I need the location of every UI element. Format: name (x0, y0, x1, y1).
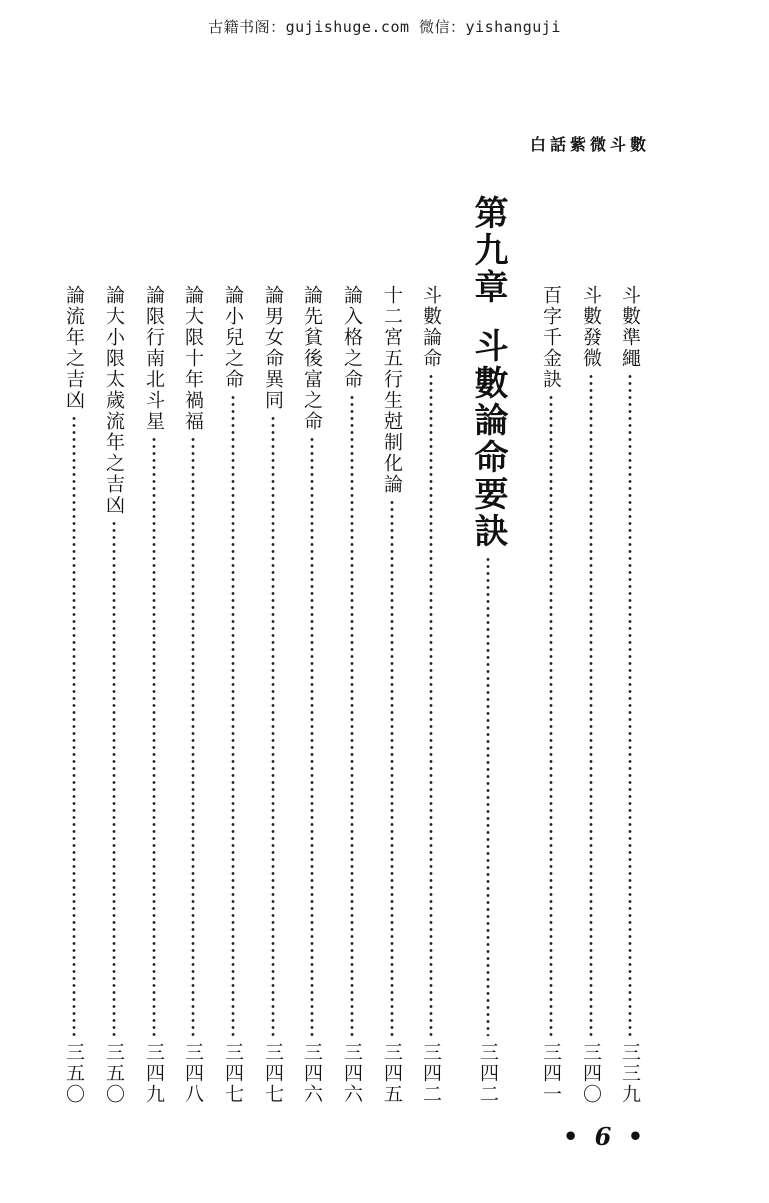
toc-entry[interactable] (260, 285, 286, 1105)
toc-entry-title: 十二宮五行生尅制化論 (381, 285, 403, 495)
toc-entry[interactable] (339, 285, 365, 1105)
dot-leader (628, 373, 632, 1038)
dot-leader (72, 415, 76, 1038)
toc-entry-title: 論大限十年禍福 (182, 285, 204, 432)
toc-entry-title: 論入格之命 (341, 285, 363, 390)
toc-entry-page: 三四二 (420, 1042, 442, 1105)
dot-leader (350, 394, 354, 1038)
toc-entry-title: 斗數準繩 (619, 285, 641, 369)
toc-entry-page: 三四六 (301, 1042, 323, 1105)
dot-leader (271, 415, 275, 1038)
dot-leader (310, 436, 314, 1038)
toc-entry[interactable] (220, 285, 246, 1105)
dot-leader (112, 520, 116, 1038)
toc-entry[interactable] (101, 285, 127, 1105)
toc-entry-page: 三四九 (143, 1042, 165, 1105)
dot-leader (429, 373, 433, 1038)
running-header-book-title: 白話紫微斗數 (529, 135, 650, 154)
toc-entry[interactable] (538, 285, 564, 1105)
toc-entry-page: 三五〇 (103, 1042, 125, 1105)
chapter-number: 第九章 (468, 195, 508, 306)
toc-entry-title: 論大小限太歲流年之吉凶 (103, 285, 125, 516)
chapter-title: 斗數論命要訣 (468, 328, 508, 550)
toc-entry-page: 三三九 (619, 1042, 641, 1105)
toc-entry-page: 三五〇 (63, 1042, 85, 1105)
toc-entry-title: 論流年之吉凶 (63, 285, 85, 411)
source-watermark: 古籍书阁：gujishuge.com 微信：yishanguji (208, 18, 561, 36)
dot-leader (231, 394, 235, 1038)
toc-entry[interactable] (418, 285, 444, 1105)
toc-entry-title: 論小兒之命 (222, 285, 244, 390)
toc-entry[interactable] (617, 285, 643, 1105)
dot-leader (152, 436, 156, 1038)
toc-entry-title: 斗數論命 (420, 285, 442, 369)
chapter-heading[interactable] (468, 195, 508, 1105)
toc-entry-page: 三四五 (381, 1042, 403, 1105)
toc-entry[interactable] (180, 285, 206, 1105)
toc-entry[interactable] (141, 285, 167, 1105)
toc-entry-title: 論男女命異同 (262, 285, 284, 411)
page-folio: • 6 • (562, 1122, 648, 1151)
toc-entry[interactable] (379, 285, 405, 1105)
toc-entry-page: 三四七 (222, 1042, 244, 1105)
dot-leader (191, 436, 195, 1038)
toc-entry[interactable] (299, 285, 325, 1105)
toc-entry-page: 三四八 (182, 1042, 204, 1105)
dot-leader (549, 394, 553, 1038)
toc-entry-title: 百字千金訣 (540, 285, 562, 390)
toc-entry[interactable] (61, 285, 87, 1105)
dot-leader (390, 499, 394, 1038)
toc-entry-title: 論先貧後富之命 (301, 285, 323, 432)
toc-entry-page: 三四七 (262, 1042, 284, 1105)
toc-entry-page: 三四六 (341, 1042, 363, 1105)
chapter-page: 三四二 (477, 1042, 499, 1105)
toc-entry[interactable] (578, 285, 604, 1105)
toc-entry-page: 三四一 (540, 1042, 562, 1105)
toc-entry-title: 論限行南北斗星 (143, 285, 165, 432)
toc-entry-title: 斗數發微 (580, 285, 602, 369)
dot-leader (486, 556, 490, 1036)
toc-entry-page: 三四〇 (580, 1042, 602, 1105)
dot-leader (589, 373, 593, 1038)
